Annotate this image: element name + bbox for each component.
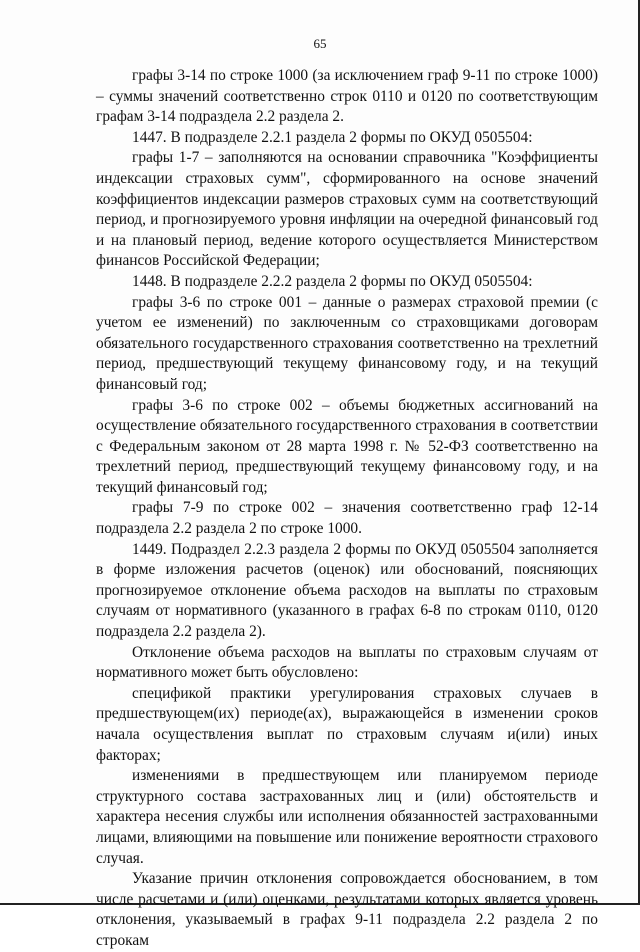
paragraph: спецификой практики урегулирования страховых случаев в предшествующем(их) периоде(ах), выражающейся в изменении сроков начала осуществления выплат по страховым случаям и(или) иных факторах;	[96, 684, 598, 764]
paragraph: графы 3-6 по строке 001 – данные о размерах страховой премии (с учетом ее изменений) по заключенным со страховщиками договорам обязательного государственного страхования соответственно на трехлетний период, предшествующий текущему финансовому году, и на текущий финансовый год;	[96, 293, 598, 393]
paragraph: графы 1-7 – заполняются на основании справочника "Коэффициенты индексации страховых сумм", сформированного на основе значений коэффициентов индексации размеров страховых сумм на соответствующий период, и прогнозируемого уровня инфляции на очередной финансовый год и на плановый период, ведение которого осуществляется Министерством финансов Российской Федерации;	[96, 149, 598, 270]
paragraph: Отклонение объема расходов на выплаты по страховым случаям от нормативного может быть обусловлено:	[96, 643, 598, 682]
paragraph: Указание причин отклонения сопровождается обоснованием, в том числе расчетами и (или) оценками, результатами которых является уровень отклонения, указываемый в графах 9-11 подраздела 2.2 раздела 2 по строкам	[96, 870, 598, 949]
paragraph: 1447. В подразделе 2.2.1 раздела 2 формы по ОКУД 0505504:	[132, 128, 533, 146]
paragraph: графы 3-6 по строке 002 – объемы бюджетных ассигнований на осуществление обязательного государственного страхования в соответствии с Федеральным законом от 28 марта 1998 г. № 52-ФЗ соответственно на трехлетний период, предшествующий текущему финансовому году, и на текущий финансовый год;	[96, 396, 598, 496]
paragraph: изменениями в предшествующем или планируемом периоде структурного состава застрахованных лиц и (или) обстоятельств и характера несения службы или исполнения обязанностей застрахованными лицами, влияющими на повышение или понижение вероятности страхового случая.	[96, 767, 598, 867]
paragraph: 1449. Подраздел 2.2.3 раздела 2 формы по ОКУД 0505504 заполняется в форме изложения расчетов (оценок) или обоснований, поясняющих прогнозируемое отклонение объема расходов на выплаты по страховым случаям от нормативного (указанного в графах 6-8 по строкам 0110, 0120 подраздела 2.2 раздела 2).	[96, 540, 598, 641]
page-number: 65	[313, 36, 327, 51]
paragraph: графы 3-14 по строке 1000 (за исключением граф 9-11 по строке 1000) – суммы значений соответственно строк 0110 и 0120 по соответствующим графам 3-14 подраздела 2.2 раздела 2.	[96, 67, 598, 126]
document-body	[96, 66, 598, 952]
paragraph: графы 7-9 по строке 002 – значения соответственно граф 12-14 подраздела 2.2 раздела 2 по строке 1000.	[96, 499, 598, 538]
paragraph: 1448. В подразделе 2.2.2 раздела 2 формы по ОКУД 0505504:	[132, 272, 533, 290]
